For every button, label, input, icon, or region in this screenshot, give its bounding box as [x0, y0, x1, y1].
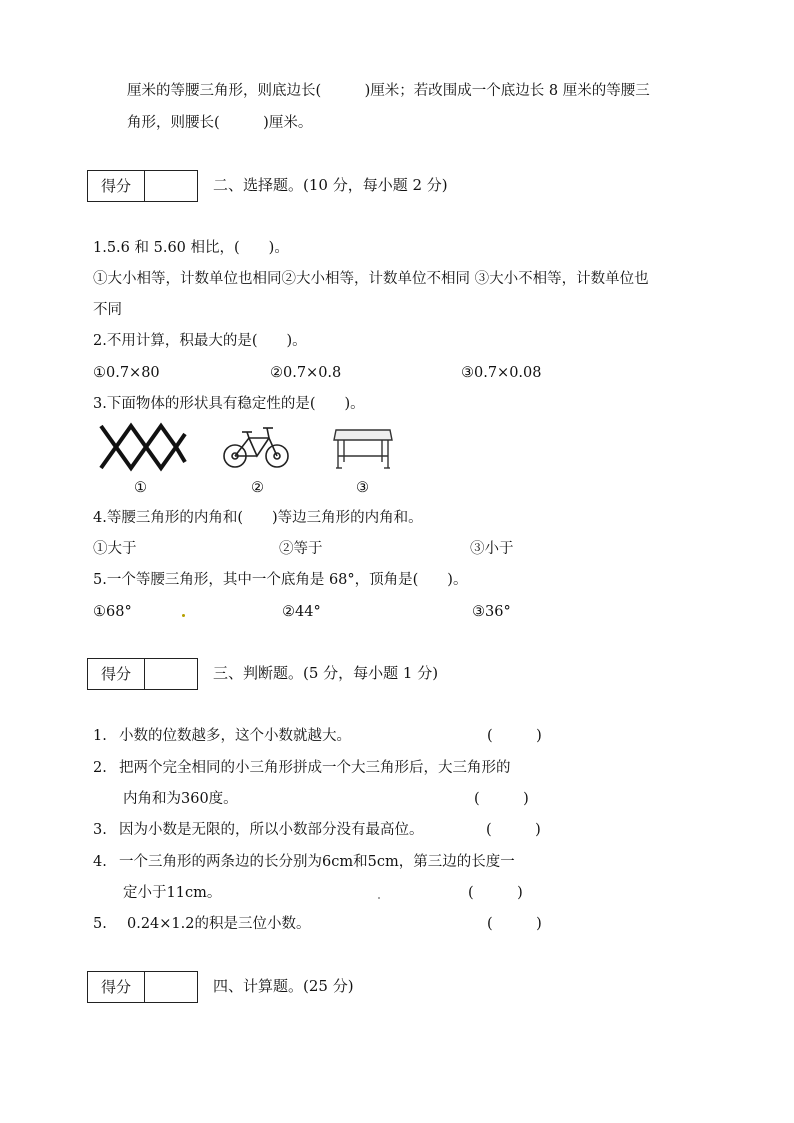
judge-5-text: 0.24×1.2的积是三位小数。 [127, 916, 311, 932]
score-box-section-4 [87, 971, 198, 1003]
q4-option-1: ①大于 [93, 541, 137, 557]
score-box-section-2 [87, 170, 198, 202]
q5-option-3: ③36° [472, 604, 511, 620]
judge-1-num: 1. [93, 728, 107, 744]
q2-option-2: ②0.7×0.8 [270, 365, 342, 381]
judge-4-text: 一个三角形的两条边的长分别为6cm和5cm，第三边的长度一 [119, 854, 515, 870]
judge-2-answer[interactable]: ( ) [474, 791, 529, 807]
q2-option-3: ③0.7×0.08 [461, 365, 542, 381]
score-label: 得分 [88, 659, 145, 689]
section-3-title: 三、判断题。(5 分，每小题 1 分) [213, 664, 439, 682]
judge-3-text: 因为小数是无限的，所以小数部分没有最高位。 [119, 822, 424, 838]
q4-text: 4.等腰三角形的内角和( )等边三角形的内角和。 [93, 510, 423, 526]
fill-blank-line-2: 角形，则腰长( )厘米。 [127, 115, 313, 131]
judge-2-num: 2. [93, 760, 107, 776]
stool-icon [330, 422, 396, 472]
q3-caption-2: ② [251, 480, 264, 496]
judge-4-answer[interactable]: ( ) [468, 885, 523, 901]
q3-caption-3: ③ [356, 480, 369, 496]
score-label: 得分 [88, 171, 145, 201]
section-4-title: 四、计算题。(25 分) [213, 977, 354, 995]
stray-dot [378, 897, 380, 899]
q1-text: 1.5.6 和 5.60 相比，( )。 [93, 240, 289, 256]
fill-blank-line-1: 厘米的等腰三角形，则底边长( )厘米；若改围成一个底边长 8 厘米的等腰三 [127, 83, 650, 99]
score-label: 得分 [88, 972, 145, 1002]
q2-text: 2.不用计算，积最大的是( )。 [93, 333, 307, 349]
q1-options-line-1: ①大小相等，计数单位也相同②大小相等，计数单位不相同 ③大小不相等，计数单位也 [93, 271, 649, 287]
q4-option-2: ②等于 [279, 541, 323, 557]
judge-4-text-cont: 定小于11cm。 [123, 885, 222, 901]
judge-3-num: 3. [93, 822, 107, 838]
judge-2-text-cont: 内角和为360度。 [123, 791, 238, 807]
judge-3-answer[interactable]: ( ) [486, 822, 541, 838]
score-value-field[interactable] [145, 659, 197, 689]
judge-5-answer[interactable]: ( ) [487, 916, 542, 932]
judge-1-answer[interactable]: ( ) [487, 728, 542, 744]
judge-2-text: 把两个完全相同的小三角形拼成一个大三角形后，大三角形的 [119, 760, 511, 776]
score-value-field[interactable] [145, 972, 197, 1002]
bicycle-icon [221, 422, 291, 472]
score-value-field[interactable] [145, 171, 197, 201]
q4-option-3: ③小于 [470, 541, 514, 557]
judge-5-num: 5. [93, 916, 107, 932]
q3-caption-1: ① [134, 480, 147, 496]
stray-dot [182, 614, 185, 617]
q5-option-2: ②44° [282, 604, 321, 620]
section-2-title: 二、选择题。(10 分，每小题 2 分) [213, 176, 448, 194]
q2-option-1: ①0.7×80 [93, 365, 160, 381]
q1-options-line-2: 不同 [93, 302, 122, 318]
judge-4-num: 4. [93, 854, 107, 870]
judge-1-text: 小数的位数越多，这个小数就越大。 [119, 728, 351, 744]
q5-option-1: ①68° [93, 604, 132, 620]
q3-text: 3.下面物体的形状具有稳定性的是( )。 [93, 396, 365, 412]
score-box-section-3 [87, 658, 198, 690]
q5-text: 5.一个等腰三角形，其中一个底角是 68°，顶角是( )。 [93, 572, 468, 588]
lattice-gate-icon [97, 422, 189, 472]
